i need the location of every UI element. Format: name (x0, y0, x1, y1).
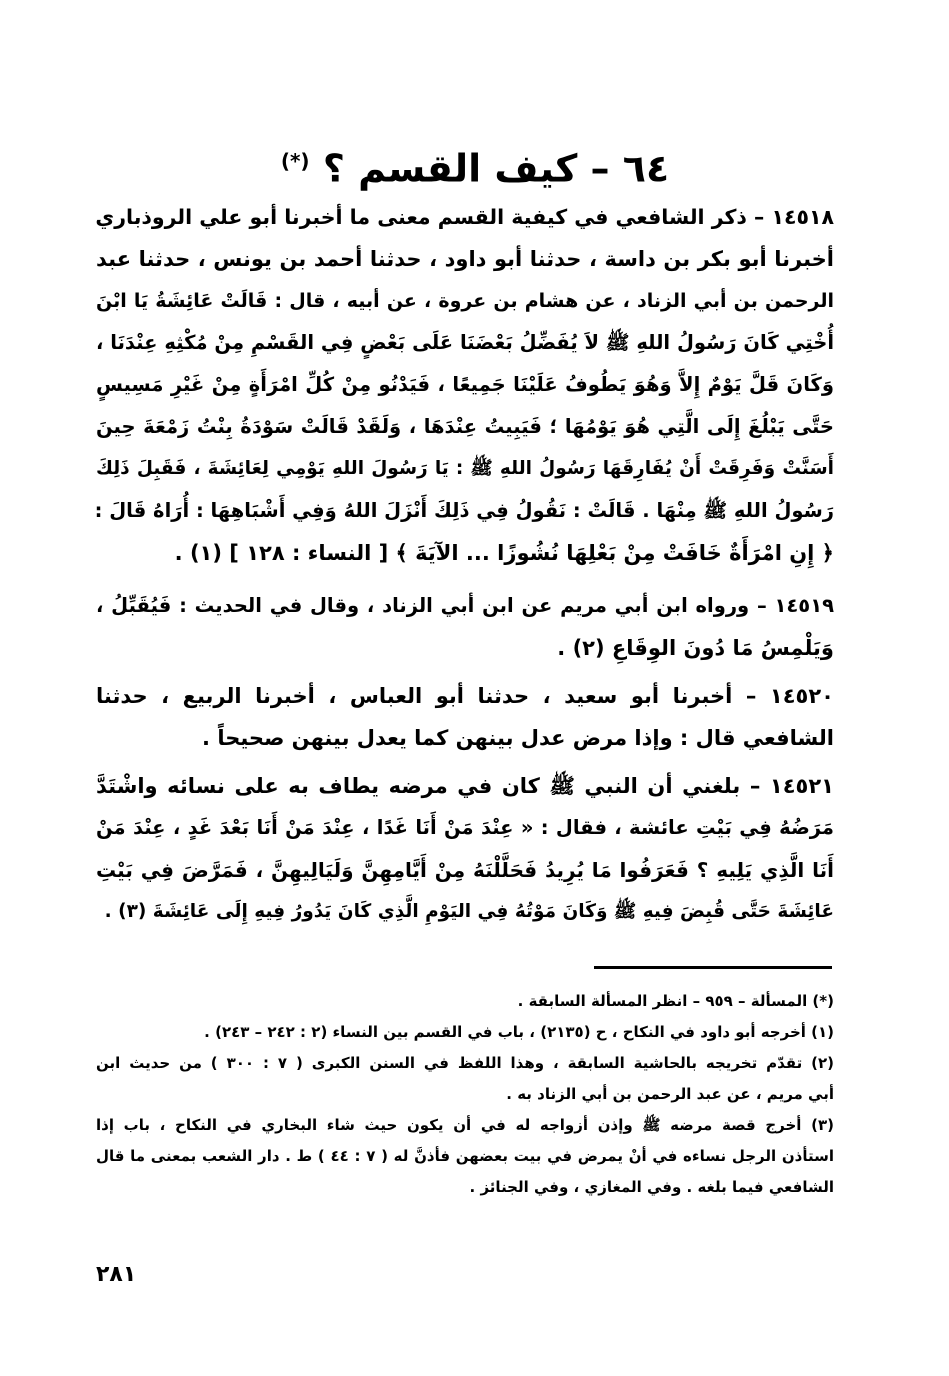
hadith-14518 (96, 196, 834, 574)
footnote-line: (١) أخرجه أبو داود في النكاح ، ح (٢١٣٥) ، باب في القسم بين النساء (٢ : ٢٤٢ – ٢٤٣) . (204, 1023, 834, 1041)
hadith-14519 (96, 585, 834, 669)
text-line: رَسُولُ اللهِ ﷺ مِنْهَا . قَالَتْ : نَقُولُ فِي ذَلِكَ أَنْزَلَ اللهُ وَفِي أَشْبَاهِهَا : أُرَاهُ قَالَ : (94, 499, 834, 522)
text-line: حَتَّى يَبْلُغَ إِلَى الَّتِي هُوَ يَوْمُهَا ؛ فَيَبِيتُ عِنْدَهَا ، وَلَقَدْ قَالَتْ سَوْدَةُ بِنْتُ زَمْعَةَ حِينَ (96, 415, 834, 438)
footnote-line: (*) المسألة – ٩٥٩ – انظر المسألة السابقة . (517, 992, 834, 1010)
chapter-title: كيف القسم ؟ (322, 146, 578, 191)
footnote-separator (594, 966, 832, 969)
text-line: الرحمن بن أبي الزناد ، عن هشام بن عروة ، عن أبيه ، قال : قَالَتْ عَائِشَةُ يَا ابْنَ (96, 290, 834, 312)
text-line: أُخْتِي كَانَ رَسُولُ اللهِ ﷺ لاَ يُفَضِّلُ بَعْضَنَا عَلَى بَعْضٍ فِي القَسْمِ مِنْ مُكْثِهِ عِنْدَنَا ، (96, 331, 834, 354)
footnote-line: أبي مريم ، عن عبد الرحمن بن أبي الزناد به . (506, 1085, 834, 1103)
text-line: الشافعي قال : وإذا مرض عدل بينهن كما يعدل بينهن صحيحاً . (202, 726, 834, 750)
chapter-footnote-mark: (*) (280, 149, 310, 173)
page-number: ٢٨١ (96, 1262, 137, 1287)
text-line: ١٤٥١٨ – ذكر الشافعي في كيفية القسم معنى ما أخبرنا أبو علي الروذباري (95, 205, 834, 229)
text-line: ١٤٥٢٠ – أخبرنا أبو سعيد ، حدثنا أبو العباس ، أخبرنا الربيع ، حدثنا (96, 684, 834, 708)
text-line: مَرَضُهُ فِي بَيْتِ عائشة ، فقال : « عِنْدَ مَنْ أَنَا غَدًا ، عِنْدَ مَنْ أَنَا بَعْدَ غَدٍ ، عِنْدَ مَنْ (96, 816, 834, 839)
chapter-number: ٦٤ – (590, 146, 670, 191)
hadith-14521 (96, 765, 834, 933)
text-line: ﴿ إِنِ امْرَأَةٌ خَافَتْ مِنْ بَعْلِهَا نُشُوزًا ... الآيَةَ ﴾ [ النساء : ١٢٨ ] (١) . (174, 541, 834, 565)
text-line: أخبرنا أبو بكر بن داسة ، حدثنا أبو داود ، حدثنا أحمد بن يونس ، حدثنا عبد (96, 247, 834, 271)
footnote (96, 1017, 834, 1048)
text-line: وَيَلْمِسُ مَا دُونَ الوِقَاعِ (٢) . (557, 636, 834, 660)
text-line: ١٤٥٢١ – بلغني أن النبي ﷺ كان في مرضه يطاف به على نسائه واشْتَدَّ (96, 774, 834, 798)
footnote-line: (٢) تقدّم تخريجه بالحاشية السابقة ، وهذا اللفظ في السنن الكبرى ( ٧ : ٣٠٠ ) من حديث ابن (96, 1054, 835, 1072)
footnote-line: استأذن الرجل نساءه في أنْ يمرض في بيت بعضهن فأذنَّ له ( ٧ : ٤٤ ) ط . دار الشعب بمعنى ما قال (96, 1147, 834, 1165)
text-line: عَائِشَةَ حَتَّى قُبِضَ فِيهِ ﷺ وَكَانَ مَوْتُهُ فِي اليَوْمِ الَّذِي كَانَ يَدُورُ فِيهِ إِلَى عَائِشَةَ (٣) . (104, 901, 834, 922)
text-line: وَكَانَ قَلَّ يَوْمٌ إِلاَّ وَهُوَ يَطُوفُ عَلَيْنَا جَمِيعًا ، فَيَدْنُو مِنْ كُلِّ امْرَأَةٍ مِنْ غَيْرِ مَسِيسٍ (96, 373, 834, 396)
footnotes (96, 986, 834, 1203)
footnote-line: (٣) أخرج قصة مرضه ﷺ وإذن أزواجه له في أن يكون حيث شاء البخاري في النكاح ، باب إذا (96, 1116, 834, 1134)
footnote (96, 986, 834, 1017)
footnote (96, 1048, 834, 1110)
text-line: أَسَنَّتْ وَفَرِقَتْ أَنْ يُفَارِقَهَا رَسُولُ اللهِ ﷺ : يَا رَسُولَ اللهِ يَوْمِي لِعَائِشَةَ ، فَقَبِلَ ذَلِكَ (96, 458, 834, 479)
hadith-14520 (96, 675, 834, 759)
footnote (96, 1110, 834, 1203)
text-line: أَنَا الَّذِي يَلِيهِ ؟ فَعَرَفُوا مَا يُرِيدُ فَحَلَّلْنَهُ مِنْ أَيَّامِهِنَّ وَلَيَالِيهِنَّ ، فَمَرَّضَ فِي بَيْتِ (96, 858, 834, 882)
chapter-heading (100, 136, 850, 194)
footnote-line: الشافعي فيما بلغه . وفي المغازي ، وفي الجنائز . (469, 1178, 834, 1196)
text-line: ١٤٥١٩ – ورواه ابن أبي مريم عن ابن أبي الزناد ، وقال في الحديث : فَيُقَبِّلُ ، (96, 594, 834, 617)
